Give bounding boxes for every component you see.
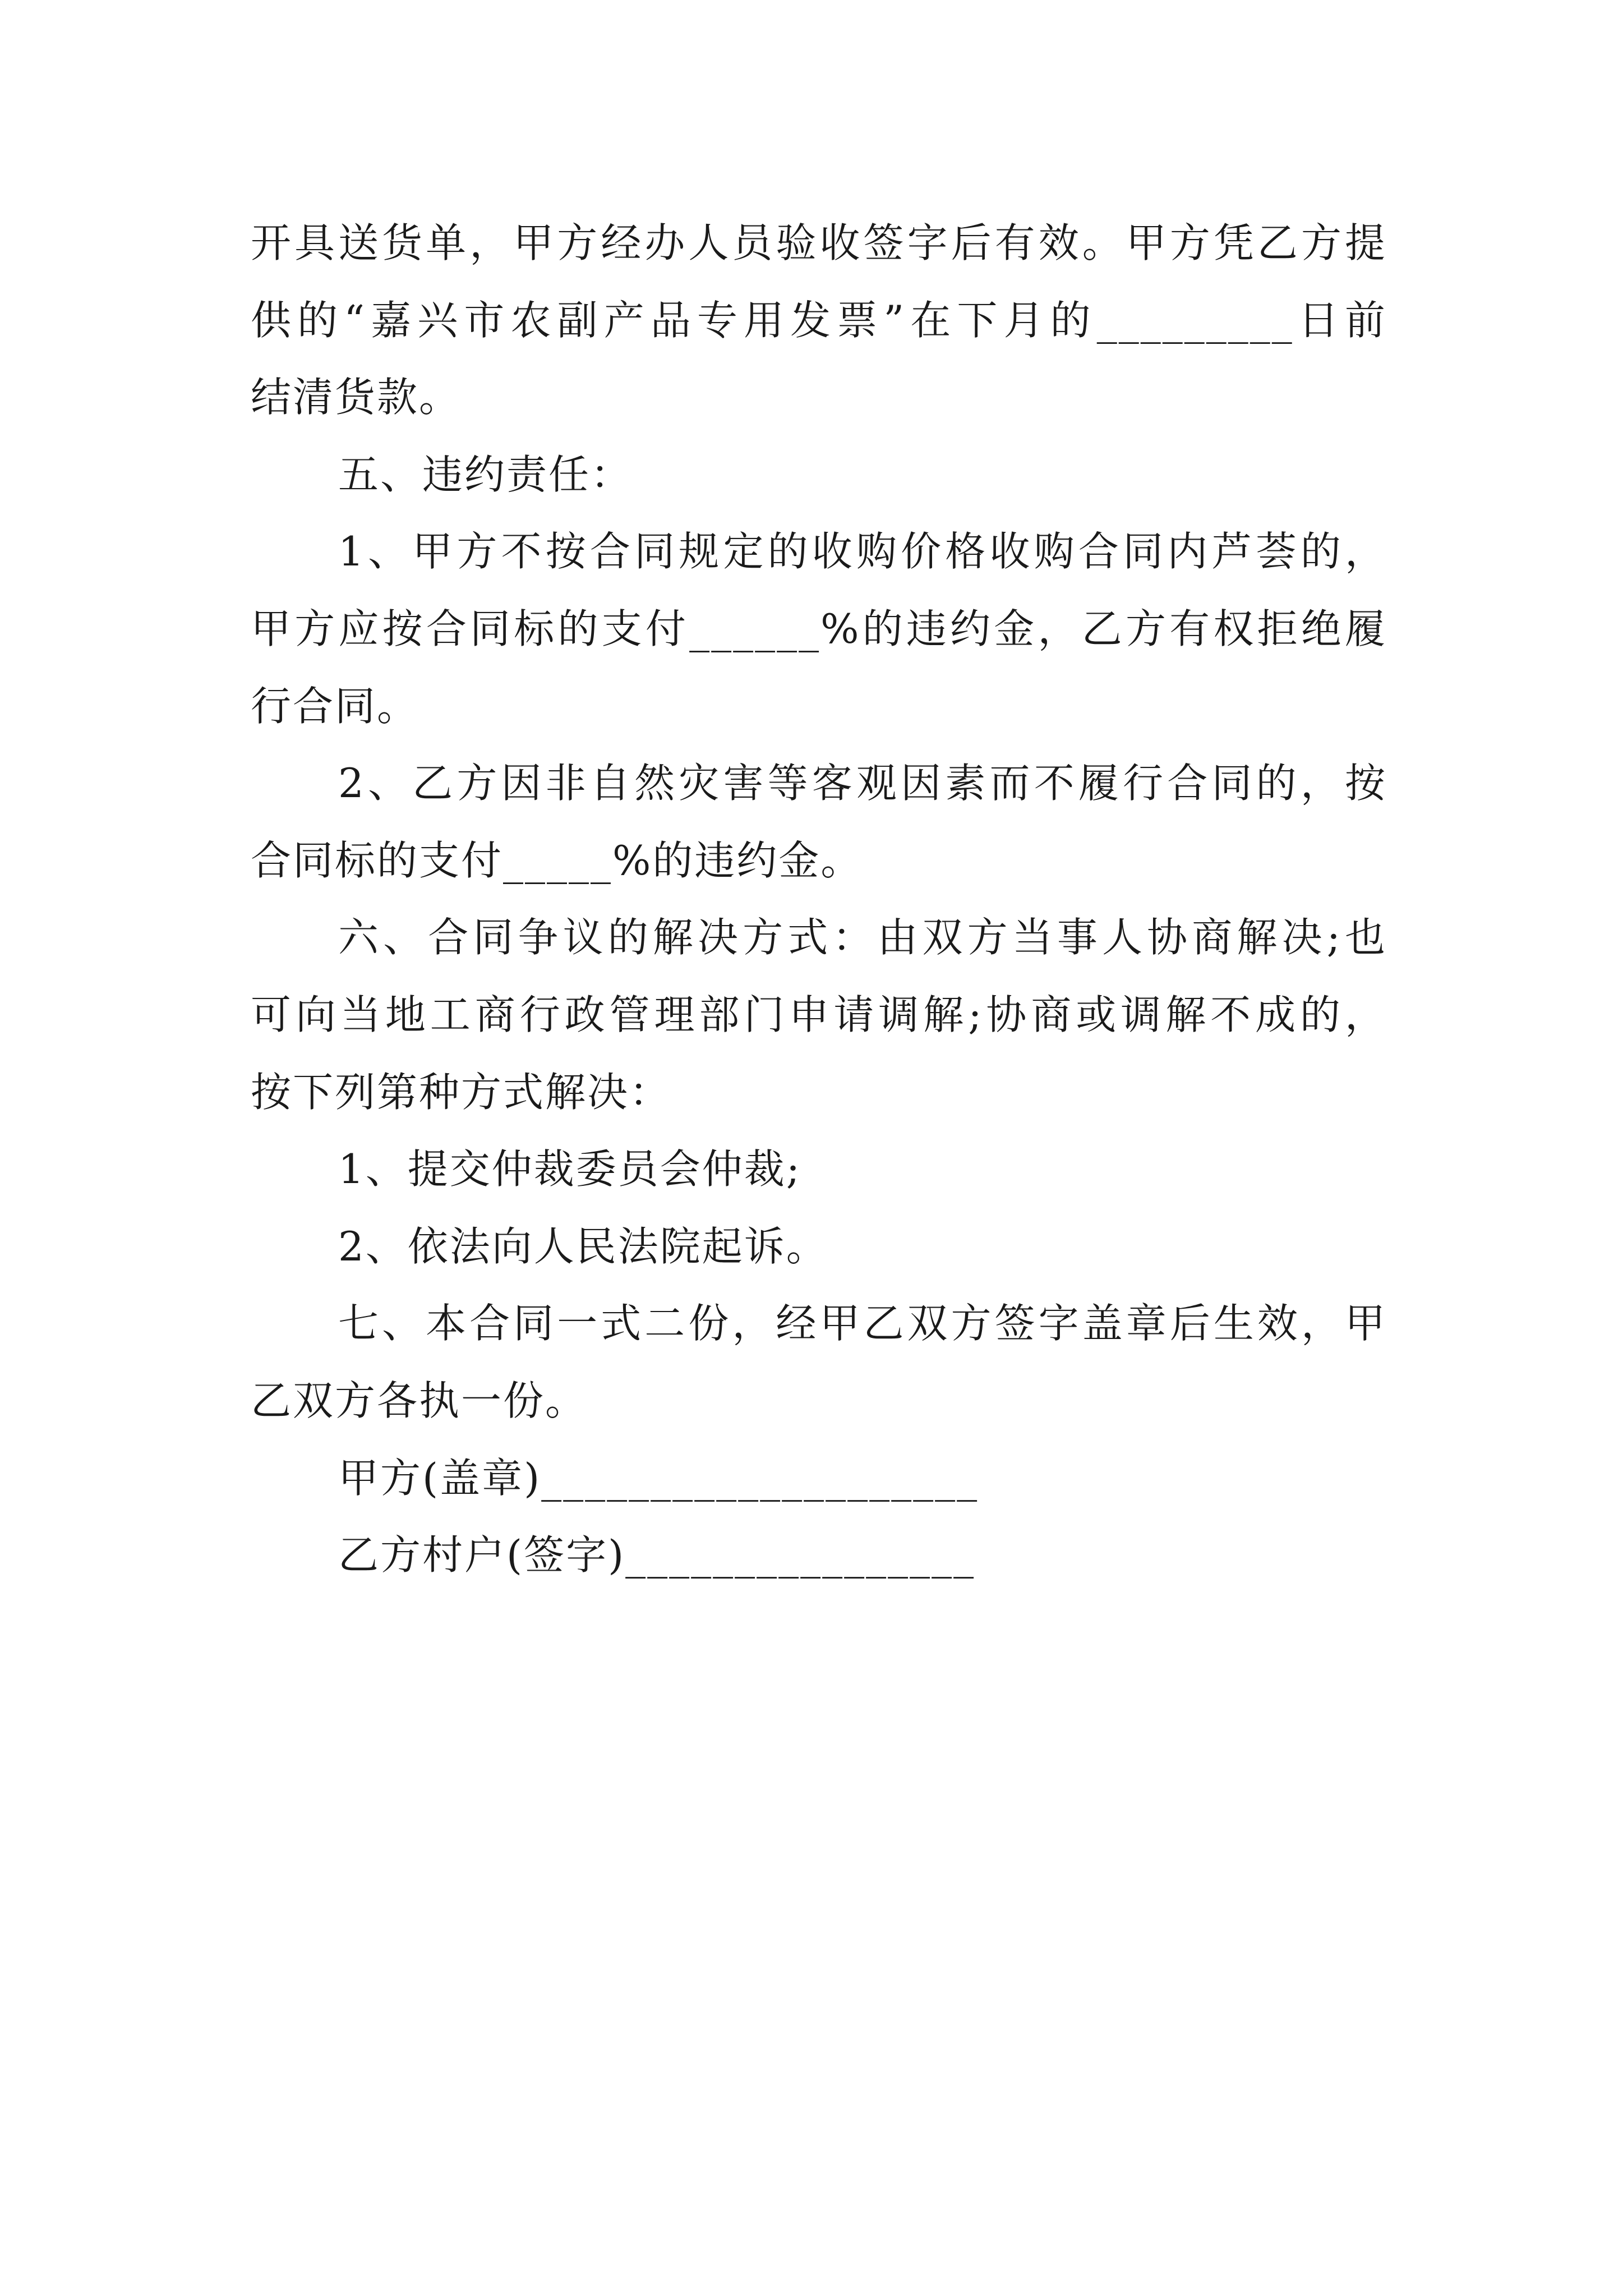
body-text-line: 按下列第种方式解决： <box>251 1068 672 1116</box>
body-text-line: 开具送货单，甲方经办人员验收签字后有效。甲方凭乙方提 <box>251 219 1387 266</box>
clause-text-line: 甲方应按合同标的支付______%的违约金，乙方有权拒绝履 <box>251 605 1387 652</box>
clause-text-line: 2、乙方因非自然灾害等客观因素而不履行合同的，按 <box>338 760 1387 807</box>
section-heading-copies-effect: 七、本合同一式二份，经甲乙双方签字盖章后生效，甲 <box>338 1300 1387 1347</box>
body-text-line: 供的“嘉兴市农副产品专用发票”在下月的_________日前 <box>251 296 1387 344</box>
signature-line-party-a: 甲方(盖章)____________________ <box>338 1454 979 1502</box>
clause-text-line: 1、甲方不按合同规定的收购价格收购合同内芦荟的， <box>338 528 1387 576</box>
body-text-line: 乙双方各执一份。 <box>251 1377 588 1424</box>
section-heading-dispute-resolution: 六、合同争议的解决方式：由双方当事人协商解决;也 <box>338 914 1387 961</box>
clause-text-line: 2、依法向人民法院起诉。 <box>338 1222 828 1270</box>
clause-text-line: 合同标的支付_____%的违约金。 <box>251 836 863 884</box>
clause-text-line: 行合同。 <box>251 682 419 730</box>
body-text-line: 结清货款。 <box>251 374 462 421</box>
section-heading-breach-liability: 五、违约责任： <box>338 450 633 498</box>
body-text-line: 可向当地工商行政管理部门申请调解;协商或调解不成的， <box>251 991 1387 1038</box>
signature-line-party-b: 乙方村户(签字)________________ <box>338 1531 976 1579</box>
clause-text-line: 1、提交仲裁委员会仲裁; <box>338 1145 802 1193</box>
